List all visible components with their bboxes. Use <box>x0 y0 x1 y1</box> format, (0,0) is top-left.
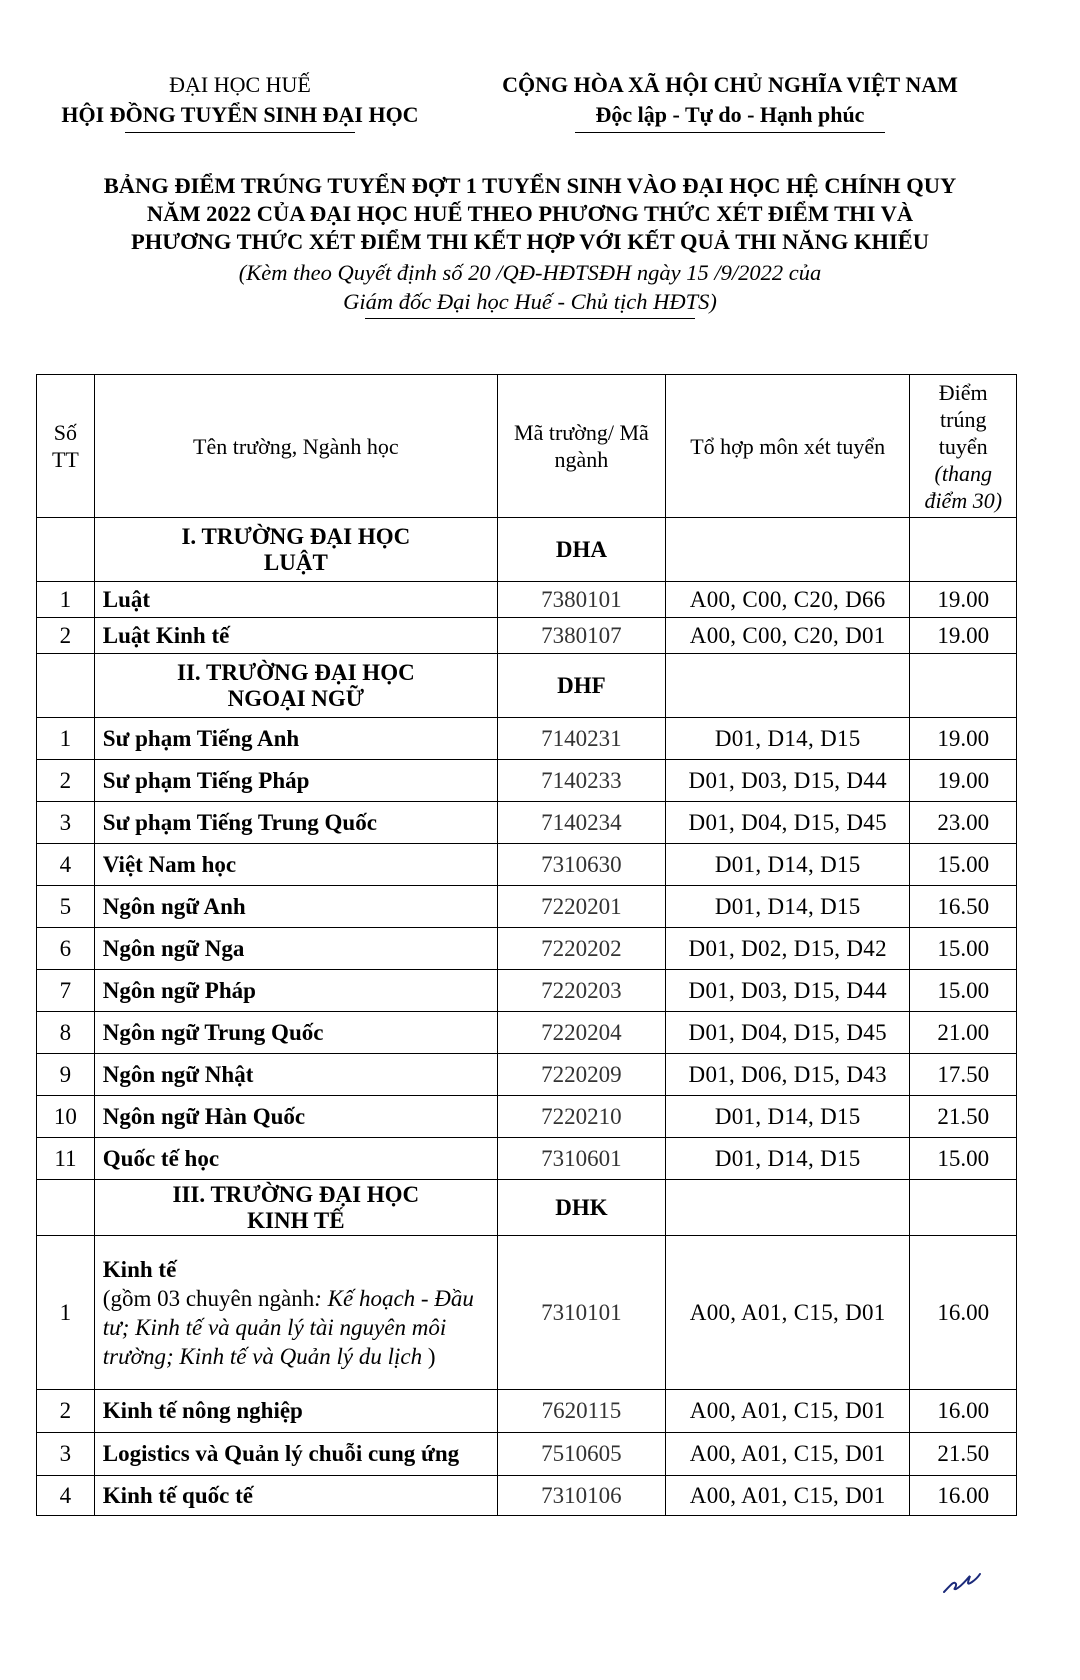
school-stt-cell <box>37 518 95 582</box>
table-row <box>37 844 1017 886</box>
row-name: Ngôn ngữ Hàn Quốc <box>94 1096 497 1138</box>
row-score: 19.00 <box>910 718 1017 760</box>
table-row <box>37 886 1017 928</box>
admission-score-table <box>36 374 1017 1516</box>
title-line-2: NĂM 2022 CỦA ĐẠI HỌC HUẾ THEO PHƯƠNG THỨC XÉT ĐIỂM THI VÀ <box>146 201 914 226</box>
table-row <box>37 1236 1017 1390</box>
school-header-row <box>37 1180 1017 1236</box>
row-score: 15.00 <box>910 844 1017 886</box>
row-stt: 2 <box>37 618 95 654</box>
school-name <box>94 518 497 582</box>
row-code: 7220202 <box>497 928 665 970</box>
table-row <box>37 1433 1017 1476</box>
row-score: 23.00 <box>910 802 1017 844</box>
row-name: Sư phạm Tiếng Anh <box>94 718 497 760</box>
table-row <box>37 1476 1017 1516</box>
row-combo: A00, A01, C15, D01 <box>665 1390 910 1433</box>
row-combo: D01, D03, D15, D44 <box>665 970 910 1012</box>
school-code: DHK <box>497 1180 665 1236</box>
row-name: Logistics và Quản lý chuỗi cung ứng <box>94 1433 497 1476</box>
note-specializations: : Kế hoạch - Đầu tư; Kinh tế và quản lý tài nguyên môi trường; Kinh tế và Quản lý du lịch <box>102 1285 474 1369</box>
header-stt: Số TT <box>37 375 95 518</box>
national-header <box>450 70 1010 133</box>
table-row <box>37 970 1017 1012</box>
row-name: Kinh tế quốc tế <box>94 1476 497 1516</box>
school-score-cell <box>910 654 1017 718</box>
issuer-council: HỘI ĐỒNG TUYỂN SINH ĐẠI HỌC <box>61 102 419 127</box>
row-name: Ngôn ngữ Pháp <box>94 970 497 1012</box>
national-name: CỘNG HÒA XÃ HỘI CHỦ NGHĨA VIỆT NAM <box>502 72 958 97</box>
row-score: 15.00 <box>910 1138 1017 1180</box>
row-stt: 3 <box>37 802 95 844</box>
row-combo: D01, D14, D15 <box>665 886 910 928</box>
title-line-3: PHƯƠNG THỨC XÉT ĐIỂM THI KẾT HỢP VỚI KẾT QUẢ THI NĂNG KHIẾU <box>130 229 930 254</box>
row-code: 7310630 <box>497 844 665 886</box>
row-code: 7220201 <box>497 886 665 928</box>
row-name-note <box>103 1284 489 1371</box>
row-score: 21.50 <box>910 1433 1017 1476</box>
row-name: Sư phạm Tiếng Pháp <box>94 760 497 802</box>
row-code: 7140231 <box>497 718 665 760</box>
row-combo: D01, D14, D15 <box>665 1096 910 1138</box>
row-stt: 1 <box>37 1236 95 1390</box>
row-stt: 2 <box>37 760 95 802</box>
school-score-cell <box>910 1180 1017 1236</box>
school-combo-cell <box>665 1180 910 1236</box>
row-code: 7380101 <box>497 582 665 618</box>
row-combo: D01, D14, D15 <box>665 1138 910 1180</box>
row-code: 7220209 <box>497 1054 665 1096</box>
row-combo: D01, D02, D15, D42 <box>665 928 910 970</box>
note-prefix: (gồm 03 chuyên ngành <box>102 1285 315 1311</box>
row-name-cell <box>94 1236 497 1390</box>
row-stt: 5 <box>37 886 95 928</box>
header-combo: Tổ hợp môn xét tuyển <box>665 375 910 518</box>
subtitle-underline <box>365 318 695 319</box>
row-code: 7310601 <box>497 1138 665 1180</box>
row-stt: 3 <box>37 1433 95 1476</box>
row-name: Luật Kinh tế <box>94 618 497 654</box>
table-row <box>37 1012 1017 1054</box>
row-code: 7510605 <box>497 1433 665 1476</box>
row-score: 15.00 <box>910 970 1017 1012</box>
row-score: 16.50 <box>910 886 1017 928</box>
row-combo: A00, C00, C20, D66 <box>665 582 910 618</box>
row-combo: D01, D04, D15, D45 <box>665 1012 910 1054</box>
row-code: 7220203 <box>497 970 665 1012</box>
row-score: 16.00 <box>910 1390 1017 1433</box>
row-stt: 11 <box>37 1138 95 1180</box>
school-name-line-2: LUẬT <box>263 549 328 575</box>
header-score <box>910 375 1017 518</box>
school-combo-cell <box>665 518 910 582</box>
school-name-line-2: KINH TẾ <box>247 1207 345 1233</box>
school-score-cell <box>910 518 1017 582</box>
school-stt-cell <box>37 1180 95 1236</box>
school-name-line-1: I. TRƯỜNG ĐẠI HỌC <box>181 523 411 549</box>
row-stt: 6 <box>37 928 95 970</box>
row-name: Ngôn ngữ Anh <box>94 886 497 928</box>
school-code: DHF <box>497 654 665 718</box>
row-stt: 1 <box>37 582 95 618</box>
row-score: 15.00 <box>910 928 1017 970</box>
row-combo: A00, A01, C15, D01 <box>665 1236 910 1390</box>
row-code: 7380107 <box>497 618 665 654</box>
table-row <box>37 618 1017 654</box>
table-row <box>37 802 1017 844</box>
row-combo: A00, C00, C20, D01 <box>665 618 910 654</box>
header-score-scale: (thang điểm 30) <box>924 460 1003 513</box>
row-stt: 2 <box>37 1390 95 1433</box>
issuer-block <box>30 70 450 133</box>
row-code: 7310101 <box>497 1236 665 1390</box>
row-code: 7620115 <box>497 1390 665 1433</box>
row-stt: 8 <box>37 1012 95 1054</box>
school-name-line-1: II. TRƯỜNG ĐẠI HỌC <box>177 659 415 685</box>
issuer-underline <box>125 132 355 133</box>
row-score: 16.00 <box>910 1476 1017 1516</box>
row-name: Luật <box>94 582 497 618</box>
row-name: Quốc tế học <box>94 1138 497 1180</box>
header-score-label: Điểm trúng tuyển <box>938 379 988 459</box>
document-subtitle <box>40 258 1020 319</box>
table-row <box>37 1138 1017 1180</box>
row-combo: A00, A01, C15, D01 <box>665 1476 910 1516</box>
table-row <box>37 1096 1017 1138</box>
school-header-row <box>37 518 1017 582</box>
row-score: 19.00 <box>910 618 1017 654</box>
school-combo-cell <box>665 654 910 718</box>
school-stt-cell <box>37 654 95 718</box>
row-code: 7220204 <box>497 1012 665 1054</box>
note-suffix: ) <box>422 1343 436 1369</box>
school-name-line-1: III. TRƯỜNG ĐẠI HỌC <box>172 1181 420 1207</box>
table-row <box>37 582 1017 618</box>
school-name <box>94 654 497 718</box>
row-stt: 7 <box>37 970 95 1012</box>
row-code: 7140234 <box>497 802 665 844</box>
row-score: 19.00 <box>910 760 1017 802</box>
motto-underline <box>575 132 885 133</box>
row-score: 17.50 <box>910 1054 1017 1096</box>
row-combo: D01, D04, D15, D45 <box>665 802 910 844</box>
row-combo: D01, D06, D15, D43 <box>665 1054 910 1096</box>
row-stt: 10 <box>37 1096 95 1138</box>
row-stt: 4 <box>37 844 95 886</box>
row-score: 19.00 <box>910 582 1017 618</box>
school-name-line-2: NGOẠI NGỮ <box>227 685 365 711</box>
row-name: Ngôn ngữ Trung Quốc <box>94 1012 497 1054</box>
table-header-row <box>37 375 1017 518</box>
school-name <box>94 1180 497 1236</box>
header-name: Tên trường, Ngành học <box>94 375 497 518</box>
national-motto: Độc lập - Tự do - Hạnh phúc <box>595 102 865 127</box>
table-row <box>37 718 1017 760</box>
row-name: Kinh tế <box>102 1256 177 1282</box>
row-combo: D01, D14, D15 <box>665 844 910 886</box>
row-stt: 9 <box>37 1054 95 1096</box>
subtitle-line-2: Giám đốc Đại học Huế - Chủ tịch HĐTS) <box>343 289 717 314</box>
row-stt: 1 <box>37 718 95 760</box>
row-name: Việt Nam học <box>94 844 497 886</box>
row-score: 21.50 <box>910 1096 1017 1138</box>
title-line-1: BẢNG ĐIỂM TRÚNG TUYỂN ĐỢT 1 TUYỂN SINH VÀO ĐẠI HỌC HỆ CHÍNH QUY <box>103 173 957 198</box>
row-name: Kinh tế nông nghiệp <box>94 1390 497 1433</box>
signature-mark <box>942 1568 982 1596</box>
row-combo: A00, A01, C15, D01 <box>665 1433 910 1476</box>
school-code: DHA <box>497 518 665 582</box>
row-score: 16.00 <box>910 1236 1017 1390</box>
issuer-university: ĐẠI HỌC HUẾ <box>169 72 311 97</box>
table-row <box>37 928 1017 970</box>
row-name: Ngôn ngữ Nga <box>94 928 497 970</box>
row-code: 7310106 <box>497 1476 665 1516</box>
row-score: 21.00 <box>910 1012 1017 1054</box>
row-combo: D01, D03, D15, D44 <box>665 760 910 802</box>
table-row <box>37 1054 1017 1096</box>
row-code: 7220210 <box>497 1096 665 1138</box>
document-title <box>40 172 1020 256</box>
school-header-row <box>37 654 1017 718</box>
row-stt: 4 <box>37 1476 95 1516</box>
row-name: Ngôn ngữ Nhật <box>94 1054 497 1096</box>
table-row <box>37 760 1017 802</box>
table-row <box>37 1390 1017 1433</box>
subtitle-line-1: (Kèm theo Quyết định số 20 /QĐ-HĐTSĐH ngày 15 /9/2022 của <box>238 260 822 285</box>
row-code: 7140233 <box>497 760 665 802</box>
row-combo: D01, D14, D15 <box>665 718 910 760</box>
row-name: Sư phạm Tiếng Trung Quốc <box>94 802 497 844</box>
header-code: Mã trường/ Mã ngành <box>497 375 665 518</box>
